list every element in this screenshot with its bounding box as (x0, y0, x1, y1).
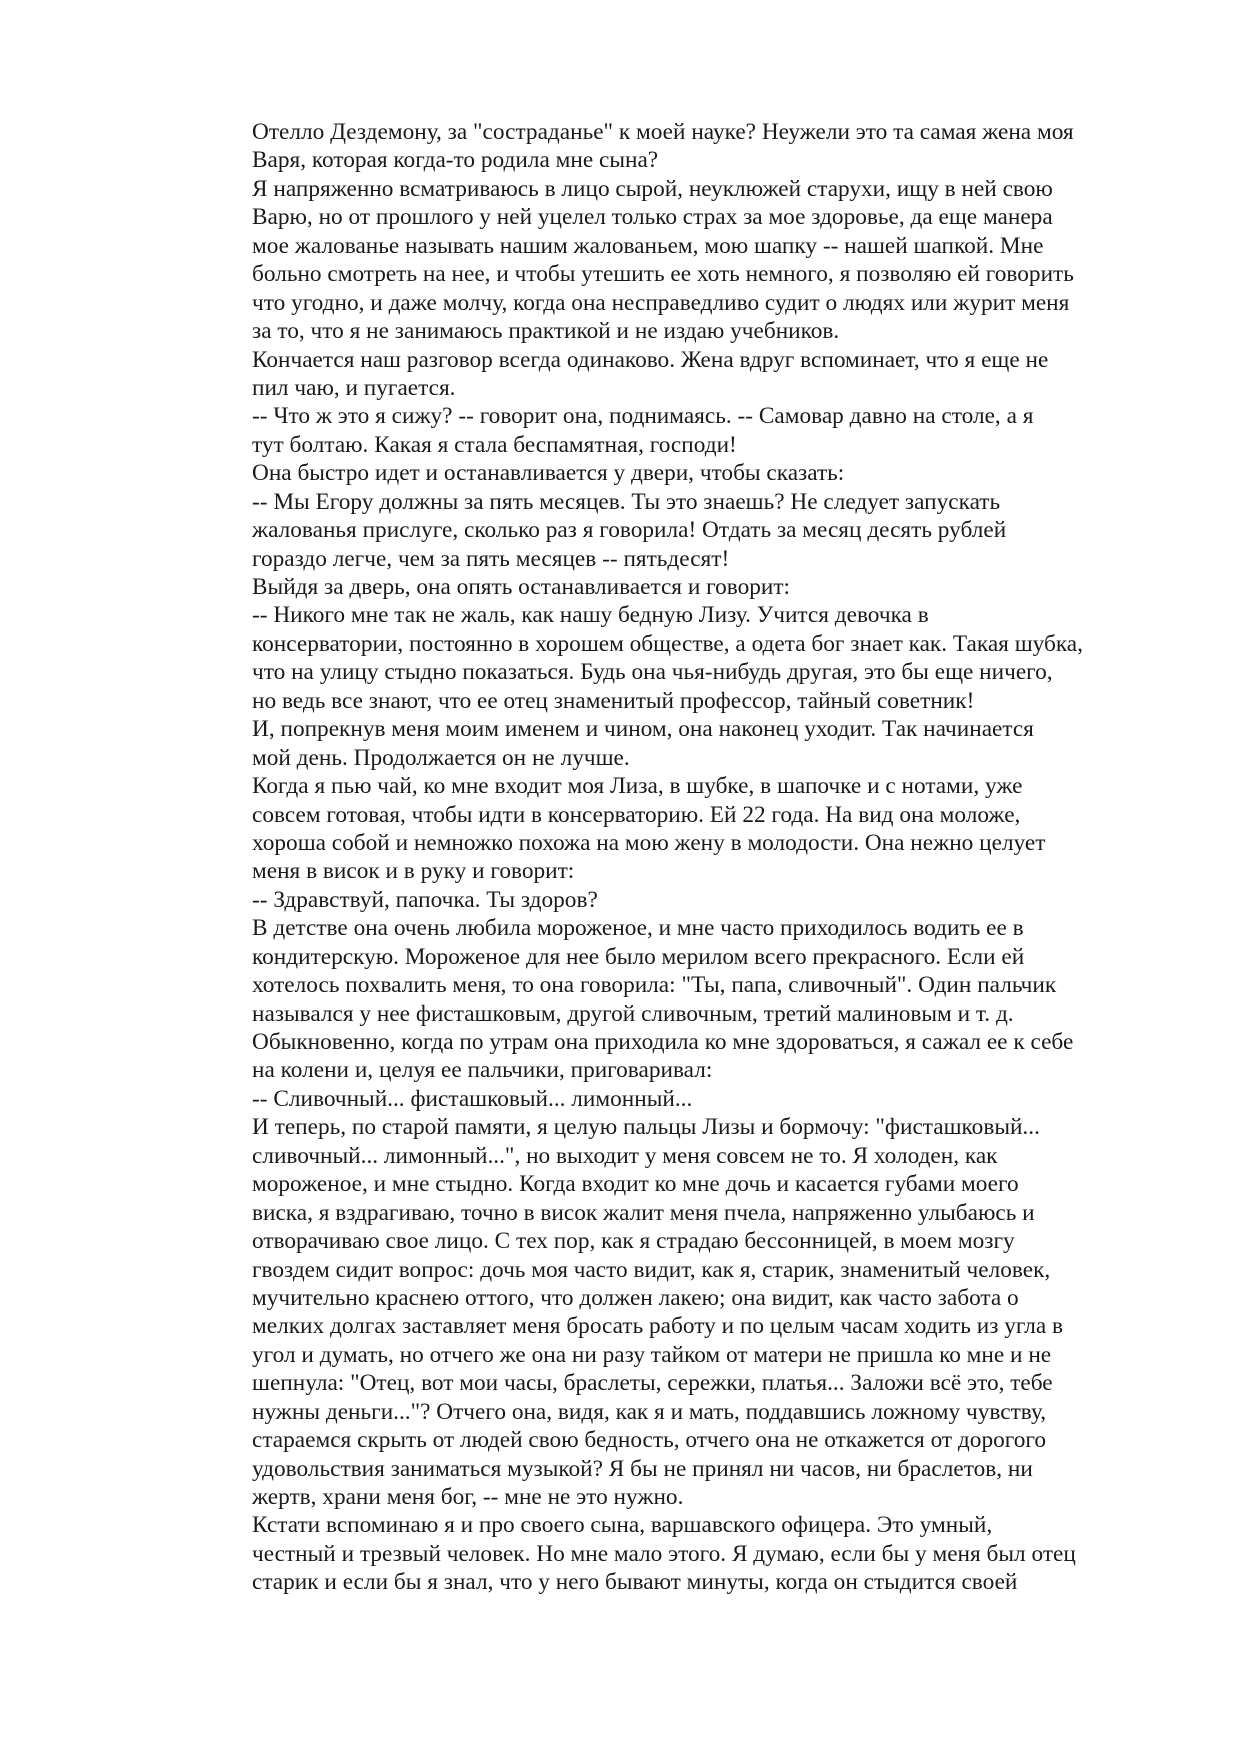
text-line: -- Здравствуй, папочка. Ты здоров? (252, 886, 598, 913)
text-line: назывался у нее фисташковым, другой сливочным, третий малиновым и т. д. (252, 1000, 1014, 1027)
text-line: И теперь, по старой памяти, я целую пальцы Лизы и бормочу: "фисташковый... (252, 1114, 1040, 1141)
text-line: В детстве она очень любила мороженое, и мне часто приходилось водить ее в (252, 915, 1024, 942)
text-line: -- Никого мне так не жаль, как нашу бедную Лизу. Учится девочка в (252, 602, 929, 629)
text-line: отворачиваю свое лицо. С тех пор, как я страдаю бессонницей, в моем мозгу (252, 1228, 1015, 1255)
text-line: честный и трезвый человек. Но мне мало этого. Я думаю, если бы у меня был отец (252, 1540, 1076, 1567)
text-line: на колени и, целуя ее пальчики, приговаривал: (252, 1057, 713, 1084)
text-line: кондитерскую. Мороженое для нее было мерилом всего прекрасного. Если ей (252, 943, 1025, 970)
text-line: тут болтаю. Какая я стала беспамятная, господи! (252, 431, 737, 458)
text-line: Варя, которая когда-то родила мне сына? (252, 147, 659, 174)
text-line: больно смотреть на нее, и чтобы утешить ее хоть немного, я позволяю ей говорить (252, 261, 1074, 288)
text-line: виска, я вздрагиваю, точно в висок жалит меня пчела, напряженно улыбаюсь и (252, 1199, 1035, 1226)
text-line: Я напряженно всматриваюсь в лицо сырой, неуклюжей старухи, ищу в ней свою (252, 175, 1053, 202)
text-line: гвоздем сидит вопрос: дочь моя часто видит, как я, старик, знаменитый человек, (252, 1256, 1051, 1283)
text-line: Варю, но от прошлого у ней уцелел только страх за мое здоровье, да еще манера (252, 204, 1053, 231)
text-line: мелких долгах заставляет меня бросать работу и по целым часам ходить из угла в (252, 1313, 1064, 1340)
text-line: жертв, храни меня бог, -- мне не это нужно. (252, 1484, 684, 1510)
text-line: хороша собой и немножко похожа на мою жену в молодости. Она нежно целует (252, 829, 1046, 856)
text-line: угол и думать, но отчего же она ни разу тайком от матери не пришла ко мне и не (252, 1341, 1052, 1368)
text-line: что на улицу стыдно показаться. Будь она чья-нибудь другая, это бы еще ничего, (252, 659, 1053, 686)
body-text (252, 118, 1152, 1597)
text-line: пил чаю, и пугается. (252, 374, 456, 401)
text-line: мой день. Продолжается он не лучше. (252, 744, 630, 771)
text-line: Обыкновенно, когда по утрам она приходила ко мне здороваться, я сажал ее к себе (252, 1029, 1074, 1055)
text-line: консерватории, постоянно в хорошем обществе, а одета бог знает как. Такая шубка, (252, 630, 1083, 657)
text-line: хотелось похвалить меня, то она говорила: "Ты, папа, сливочный". Один пальчик (252, 972, 1057, 999)
text-line: гораздо легче, чем за пять месяцев -- пятьдесят! (252, 545, 730, 572)
text-line: И, попрекнув меня моим именем и чином, она наконец уходит. Так начинается (252, 716, 1034, 743)
text-line: совсем готовая, чтобы идти в консерваторию. Ей 22 года. На вид она моложе, (252, 801, 1021, 828)
text-line: стараемся скрыть от людей свою бедность, отчего она не откажется от дорогого (252, 1427, 1046, 1454)
text-line: Она быстро идет и останавливается у двери, чтобы сказать: (252, 460, 845, 487)
text-line: мое жалованье называть нашим жалованьем, мою шапку -- нашей шапкой. Мне (252, 232, 1044, 259)
text-line: -- Сливочный... фисташковый... лимонный... (252, 1085, 693, 1112)
text-line: что угодно, и даже молчу, когда она несправедливо судит о людях или журит меня (252, 289, 1070, 316)
text-line: -- Мы Егору должны за пять месяцев. Ты это знаешь? Не следует запускать (252, 488, 1001, 515)
text-line: Когда я пью чай, ко мне входит моя Лиза, в шубке, в шапочке и с нотами, уже (252, 773, 1023, 800)
text-line: мучительно краснею оттого, что должен лакею; она видит, как часто забота о (252, 1284, 1019, 1311)
text-line: жалованья прислуге, сколько раз я говорила! Отдать за месяц десять рублей (252, 517, 1007, 544)
text-line: -- Что ж это я сижу? -- говорит она, поднимаясь. -- Самовар давно на столе, а я (252, 403, 1034, 430)
text-line: удовольствия заниматься музыкой? Я бы не принял ни часов, ни браслетов, ни (252, 1455, 1033, 1482)
text-line: Выйдя за дверь, она опять останавливается и говорит: (252, 574, 791, 600)
text-line: старик и если бы я знал, что у него бывают минуты, когда он стыдится своей (252, 1569, 1018, 1596)
text-line: но ведь все знают, что ее отец знаменитый профессор, тайный советник! (252, 687, 975, 714)
text-line: Кончается наш разговор всегда одинаково. Жена вдруг вспоминает, что я еще не (252, 346, 1049, 373)
text-line: мороженое, и мне стыдно. Когда входит ко мне дочь и касается губами моего (252, 1171, 1019, 1198)
text-line: сливочный... лимонный...", но выходит у меня совсем не то. Я холоден, как (252, 1142, 998, 1169)
text-line: нужны деньги..."? Отчего она, видя, как я и мать, поддавшись ложному чувству, (252, 1398, 1047, 1425)
text-line: меня в висок и в руку и говорит: (252, 858, 575, 885)
text-line: Кстати вспоминаю я и про своего сына, варшавского офицера. Это умный, (252, 1512, 993, 1539)
text-line: Отелло Дездемону, за "состраданье" к моей науке? Неужели это та самая жена моя (252, 119, 1074, 145)
text-line: шепнула: "Отец, вот мои часы, браслеты, сережки, платья... Заложи всё это, тебе (252, 1370, 1053, 1397)
text-line: за то, что я не занимаюсь практикой и не издаю учебников. (252, 318, 840, 345)
